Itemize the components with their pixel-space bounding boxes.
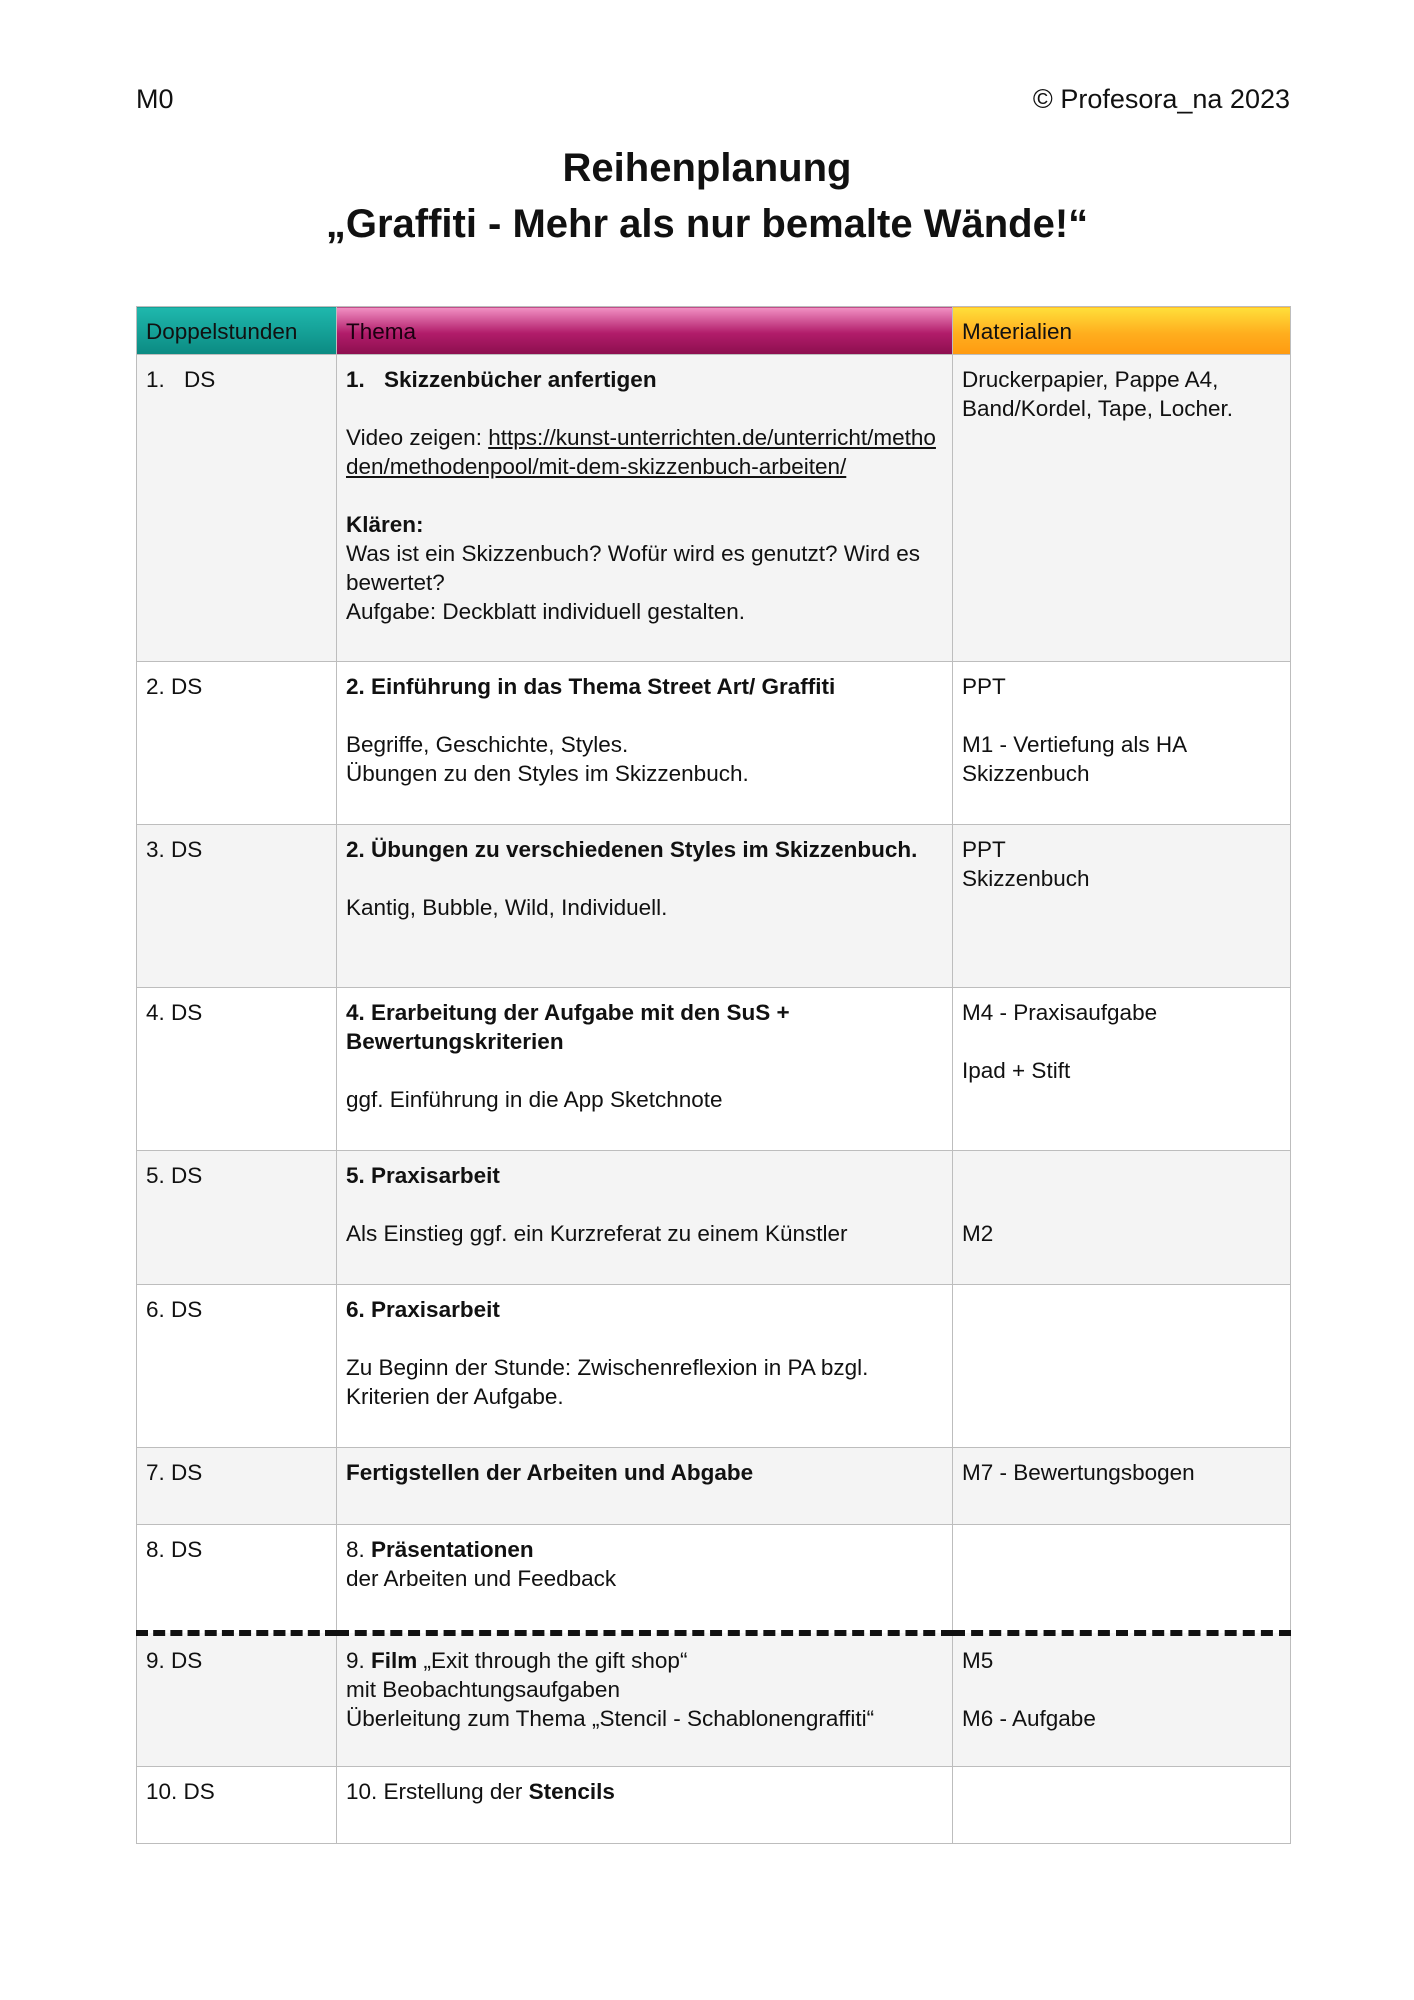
material-text: M5: [962, 1647, 994, 1673]
table-row: [137, 355, 1291, 662]
material-cell: [953, 825, 1291, 988]
material-cell: [953, 1525, 1291, 1633]
material-cell: [953, 1151, 1291, 1285]
topic-cell: [337, 1151, 953, 1285]
ds-cell: 10. DS: [137, 1767, 337, 1844]
topic-prefix: 8.: [346, 1537, 372, 1562]
table-row: [137, 988, 1291, 1151]
material-text: PPT: [962, 674, 1006, 699]
topic-cell: [337, 988, 953, 1151]
klaeren-label: Klären:: [346, 512, 424, 537]
topic-number: 1.: [346, 367, 365, 392]
topic-line: der Arbeiten und Feedback: [346, 1566, 617, 1591]
material-text: M6 - Aufgabe: [962, 1705, 1096, 1731]
topic-title: 6. Praxisarbeit: [346, 1297, 500, 1322]
topic-line: Kantig, Bubble, Wild, Individuell.: [346, 895, 668, 920]
material-text: M4 - Praxisaufgabe: [962, 1000, 1158, 1025]
topic-line: Begriffe, Geschichte, Styles.: [346, 732, 629, 757]
page-title: [0, 140, 1414, 252]
topic-title: 2. Übungen zu verschiedenen Styles im Skizzenbuch.: [346, 837, 918, 862]
klaeren-text: Was ist ein Skizzenbuch? Wofür wird es genutzt? Wird es bewertet?: [346, 541, 920, 595]
ds-cell: 3. DS: [137, 825, 337, 988]
ds-cell: 2. DS: [137, 662, 337, 825]
table-row: [137, 825, 1291, 988]
header-doppelstunden: Doppelstunden: [137, 307, 337, 355]
ds-cell: 9. DS: [137, 1633, 337, 1767]
task-text: Aufgabe: Deckblatt individuell gestalten.: [346, 599, 746, 624]
table-row: [137, 1633, 1291, 1767]
topic-title: [346, 1646, 943, 1675]
material-text: Druckerpapier, Pappe A4, Band/Kordel, Tape, Locher.: [962, 367, 1234, 421]
material-cell: [953, 1448, 1291, 1525]
video-label: Video zeigen:: [346, 425, 489, 450]
topic-cell: [337, 662, 953, 825]
material-text: PPT: [962, 837, 1006, 862]
material-text: Ipad + Stift: [962, 1058, 1071, 1083]
material-cell: [953, 1285, 1291, 1448]
table-row: [137, 1448, 1291, 1525]
topic-title: [346, 1535, 943, 1564]
material-code: M0: [136, 84, 174, 114]
material-cell: [953, 355, 1291, 662]
ds-cell: 8. DS: [137, 1525, 337, 1633]
table-row: [137, 1525, 1291, 1633]
table-row: [137, 1151, 1291, 1285]
topic-title: 5. Praxisarbeit: [346, 1163, 500, 1188]
topic-title: [346, 1777, 943, 1806]
topic-prefix: 10. Erstellung der: [346, 1779, 529, 1804]
topic-line: Als Einstieg ggf. ein Kurzreferat zu einem Künstler: [346, 1221, 848, 1246]
material-cell: [953, 1633, 1291, 1767]
table-header-row: [137, 307, 1291, 355]
lesson-plan-table: [136, 306, 1291, 1844]
topic-suffix: „Exit through the gift shop“: [417, 1647, 688, 1673]
material-text: M7 - Bewertungsbogen: [962, 1460, 1195, 1485]
topic-cell: [337, 355, 953, 662]
ds-cell: 4. DS: [137, 988, 337, 1151]
material-cell: [953, 988, 1291, 1151]
ds-cell: [137, 355, 337, 662]
topic-line: Übungen zu den Styles im Skizzenbuch.: [346, 761, 749, 786]
material-cell: [953, 1767, 1291, 1844]
video-line: [346, 423, 943, 481]
topic-cell: [337, 1767, 953, 1844]
ds-number: 1.: [146, 367, 165, 392]
topic-text: Film: [371, 1647, 418, 1673]
material-text: M1 - Vertiefung als HA Skizzenbuch: [962, 732, 1186, 786]
topic-title: [346, 365, 943, 394]
topic-title: 2. Einführung in das Thema Street Art/ Graffiti: [346, 674, 836, 699]
topic-cell: [337, 1633, 953, 1767]
topic-title: Fertigstellen der Arbeiten und Abgabe: [346, 1460, 754, 1485]
material-cell: [953, 662, 1291, 825]
header-materialien: Materialien: [953, 307, 1291, 355]
table-row: [137, 1285, 1291, 1448]
header-thema: Thema: [337, 307, 953, 355]
topic-text: Präsentationen: [371, 1537, 534, 1562]
table-row: [137, 662, 1291, 825]
topic-line: Überleitung zum Thema „Stencil - Schablonengraffiti“: [346, 1705, 875, 1731]
video-link[interactable]: https://kunst-unterrichten.de/unterricht/methoden/methodenpool/mit-dem-skizzenbuch-arbeiten/: [346, 425, 936, 479]
topic-line: ggf. Einführung in die App Sketchnote: [346, 1087, 723, 1112]
ds-cell: 6. DS: [137, 1285, 337, 1448]
title-line-1: Reihenplanung: [562, 146, 852, 190]
ds-label: DS: [184, 367, 216, 392]
topic-title: 4. Erarbeitung der Aufgabe mit den SuS + Bewertungskriterien: [346, 1000, 790, 1054]
topic-cell: [337, 825, 953, 988]
ds-cell: 5. DS: [137, 1151, 337, 1285]
topic-cell: [337, 1448, 953, 1525]
table-row: [137, 1767, 1291, 1844]
topic-text: Skizzenbücher anfertigen: [384, 367, 657, 392]
ds-cell: 7. DS: [137, 1448, 337, 1525]
topic-line: Zu Beginn der Stunde: Zwischenreflexion in PA bzgl. Kriterien der Aufgabe.: [346, 1355, 869, 1409]
material-text: Skizzenbuch: [962, 866, 1090, 891]
topic-cell: [337, 1525, 953, 1633]
topic-cell: [337, 1285, 953, 1448]
title-line-2: „Graffiti - Mehr als nur bemalte Wände!“: [325, 202, 1089, 246]
topic-line: mit Beobachtungsaufgaben: [346, 1676, 620, 1702]
topic-prefix: 9.: [346, 1647, 372, 1673]
material-text: M2: [962, 1221, 994, 1246]
copyright-notice: © Profesora_na 2023: [1032, 84, 1290, 114]
topic-text: Stencils: [528, 1779, 615, 1804]
